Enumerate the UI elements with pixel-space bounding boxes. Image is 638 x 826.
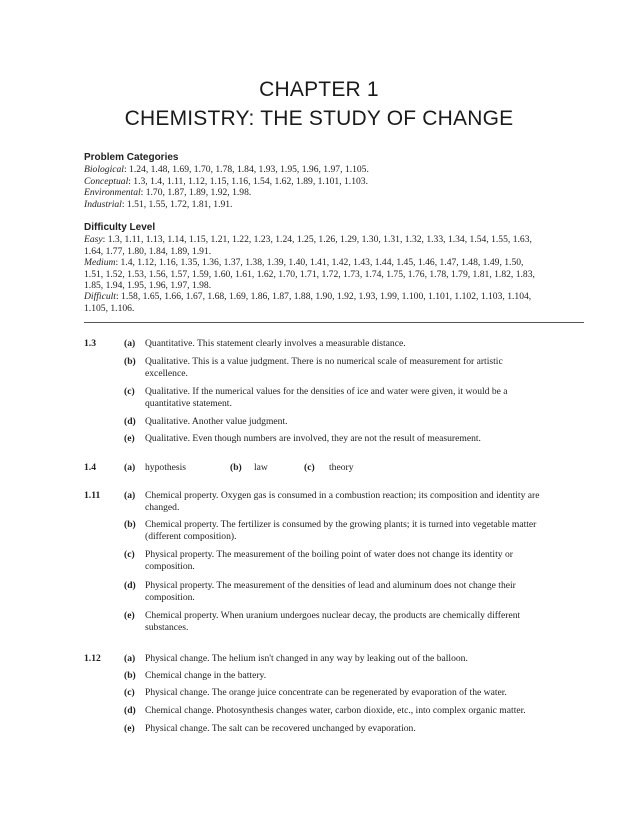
part-letter: (a)	[124, 462, 136, 473]
answer-text: Physical property. The measurement of the boiling point of water does not change its identity or composition.	[145, 549, 513, 572]
difficulty-line: 1.105, 1.106.	[84, 302, 135, 314]
category-line: Conceptual: 1.3, 1.4, 1.11, 1.12, 1.15, 1.16, 1.54, 1.62, 1.89, 1.101, 1.103.	[84, 175, 368, 187]
part-letter: (e)	[124, 723, 135, 734]
part-letter: (c)	[124, 549, 135, 560]
part-letter: (e)	[124, 433, 135, 444]
part-letter: (b)	[124, 519, 136, 530]
answer-text: Physical change. The orange juice concentrate can be regenerated by evaporation of the water.	[145, 687, 507, 698]
answer-text: hypothesis	[145, 462, 187, 473]
part-letter: (b)	[124, 670, 136, 681]
answer-text: Qualitative. Another value judgment.	[145, 416, 288, 427]
part-letter: (a)	[124, 653, 136, 664]
answer-text: Qualitative. This is a value judgment. There is no numerical scale of measurement for artistic excellence.	[145, 356, 503, 379]
part-letter: (e)	[124, 610, 135, 621]
answer-text: Qualitative. If the numerical values for the densities of ice and water were given, it would be a quantitative statement.	[145, 386, 508, 409]
answer-text: Chemical change in the battery.	[145, 670, 267, 681]
answer-text: law	[254, 462, 268, 473]
category-line: Environmental: 1.70, 1.87, 1.89, 1.92, 1.98.	[84, 187, 252, 199]
chapter-number: CHAPTER 1	[259, 78, 379, 101]
problem-categories-heading: Problem Categories	[84, 152, 179, 163]
category-line: Biological: 1.24, 1.48, 1.69, 1.70, 1.78, 1.84, 1.93, 1.95, 1.96, 1.97, 1.105.	[84, 164, 369, 176]
answer-text: Quantitative. This statement clearly involves a measurable distance.	[145, 338, 406, 349]
problem-number: 1.3	[84, 338, 96, 349]
answer-text: Physical property. The measurement of the densities of lead and aluminum does not change their composition.	[145, 580, 516, 603]
answer-text: Physical change. The helium isn't changed in any way by leaking out of the balloon.	[145, 653, 468, 664]
difficulty-line: 1.85, 1.94, 1.95, 1.96, 1.97, 1.98.	[84, 280, 212, 292]
part-letter: (d)	[124, 580, 136, 591]
part-letter: (c)	[304, 462, 315, 473]
part-letter: (c)	[124, 386, 135, 397]
answer-text: Chemical property. Oxygen gas is consumed in a combustion reaction; its composition and identity are changed.	[145, 490, 540, 513]
part-letter: (b)	[124, 356, 136, 367]
part-letter: (c)	[124, 687, 135, 698]
category-line: Industrial: 1.51, 1.55, 1.72, 1.81, 1.91.	[84, 198, 233, 210]
problem-categories	[84, 152, 584, 210]
part-letter: (b)	[230, 462, 242, 473]
problem-number: 1.11	[84, 490, 101, 501]
difficulty-line: 1.64, 1.77, 1.80, 1.84, 1.89, 1.91.	[84, 245, 212, 257]
part-letter: (d)	[124, 705, 136, 716]
difficulty-line: Medium: 1.4, 1.12, 1.16, 1.35, 1.36, 1.37, 1.38, 1.39, 1.40, 1.41, 1.42, 1.43, 1.44, 1.45, 1.46, 1.47, 1.48, 1.49, 1.50,	[84, 257, 524, 269]
difficulty-line: 1.51, 1.52, 1.53, 1.56, 1.57, 1.59, 1.60, 1.61, 1.62, 1.70, 1.71, 1.72, 1.73, 1.74, 1.75, 1.76, 1.78, 1.79, 1.81, 1.82, 1.83,	[84, 268, 535, 280]
answer-text: Qualitative. Even though numbers are involved, they are not the result of measurement.	[145, 433, 481, 444]
problem-number: 1.4	[84, 462, 96, 473]
part-letter: (a)	[124, 338, 136, 349]
answer-text: Chemical property. When uranium undergoes nuclear decay, the products are chemically different substances.	[145, 610, 521, 633]
answer-text: theory	[329, 462, 354, 473]
part-letter: (d)	[124, 416, 136, 427]
divider-rule	[84, 322, 584, 323]
difficulty-level	[84, 222, 584, 314]
answer-text: Physical change. The salt can be recovered unchanged by evaporation.	[145, 723, 416, 734]
problem-1-4	[84, 462, 584, 474]
part-letter: (a)	[124, 490, 136, 501]
difficulty-level-heading: Difficulty Level	[84, 222, 156, 233]
difficulty-line: Easy: 1.3, 1.11, 1.13, 1.14, 1.15, 1.21, 1.22, 1.23, 1.24, 1.25, 1.26, 1.29, 1.30, 1.31, 1.32, 1.33, 1.34, 1.54, 1.55, 1.63,	[84, 234, 532, 246]
difficulty-line: Difficult: 1.58, 1.65, 1.66, 1.67, 1.68, 1.69, 1.86, 1.87, 1.88, 1.90, 1.92, 1.93, 1.99, 1.100, 1.101, 1.102, 1.103, 1.104,	[84, 291, 532, 303]
answer-text: Chemical change. Photosynthesis changes water, carbon dioxide, etc., into complex organic matter.	[145, 705, 526, 716]
answer-text: Chemical property. The fertilizer is consumed by the growing plants; it is turned into vegetable matter (different composition).	[145, 519, 537, 542]
chapter-title: CHEMISTRY: THE STUDY OF CHANGE	[124, 107, 514, 130]
problem-number: 1.12	[84, 653, 101, 664]
